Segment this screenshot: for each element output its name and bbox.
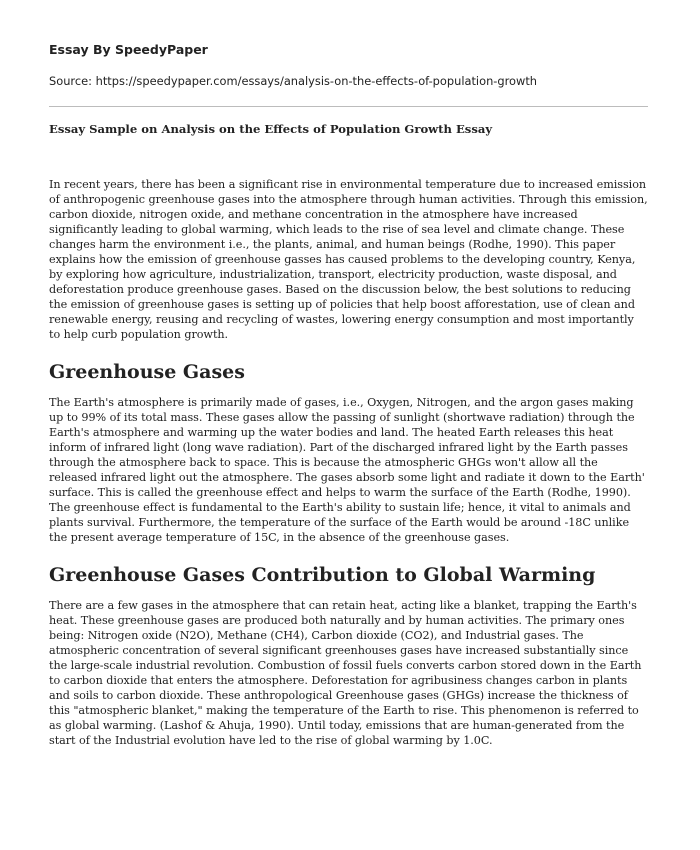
essay-title: Essay Sample on Analysis on the Effects of Population Growth Essay <box>49 122 493 136</box>
header-divider <box>49 106 648 107</box>
source-url[interactable]: https://speedypaper.com/essays/analysis-on-the-effects-of-population-growth <box>95 74 538 88</box>
section-body-greenhouse-gases: The Earth's atmosphere is primarily made of gases, i.e., Oxygen, Nitrogen, and the argon gases making up to 99% of its total mass. These gases allow the passing of sunlight (shortwave radiation) through the Earth's atmosphere and warming up the water bodies and land. The heated Earth releases this heat inform of infrared light (long wave radiation). Part of the discharged infrared light by the Earth passes through the atmosphere back to space. This is because the atmospheric GHGs won't allow all the released infrared light out the atmosphere. The gases absorb some light and radiate it down to the Earth' surface. This is called the greenhouse effect and helps to warm the surface of the Earth (Rodhe, 1990). The greenhouse effect is fundamental to the Earth's ability to sustain life; hence, it vital to animals and plants survival. Furthermore, the temperature of the surface of the Earth would be around -18C unlike the present average temperature of 15C, in the absence of the greenhouse gases. <box>49 396 645 544</box>
site-title: Essay By SpeedyPaper <box>49 42 208 57</box>
source-label: Source: <box>49 74 96 88</box>
source-line <box>49 73 648 89</box>
section-body-global-warming: There are a few gases in the atmosphere that can retain heat, acting like a blanket, trapping the Earth's heat. These greenhouse gases are produced both naturally and by human activities. The primary ones being: Nitrogen oxide (N2O), Methane (CH4), Carbon dioxide (CO2), and Industrial gases. The atmospheric concentration of several significant greenhouses gases have increased substantially since the large-scale industrial revolution. Combustion of fossil fuels converts carbon stored down in the Earth to carbon dioxide that enters the atmosphere. Deforestation for agribusiness changes carbon in plants and soils to carbon dioxide. These anthropological Greenhouse gases (GHGs) increase the thickness of this "atmospheric blanket," making the temperature of the Earth to rise. This phenomenon is referred to as global warming. (Lashof & Ahuja, 1990). Until today, emissions that are human-generated from the start of the Industrial evolution have led to the rise of global warming by 1.0C. <box>49 599 642 747</box>
section-heading-greenhouse-gases: Greenhouse Gases <box>49 361 245 383</box>
section-heading-global-warming: Greenhouse Gases Contribution to Global Warming <box>49 564 596 586</box>
intro-paragraph: In recent years, there has been a significant rise in environmental temperature due to increased emission of anthropogenic greenhouse gases into the atmosphere through human activities. Through this emission, carbon dioxide, nitrogen oxide, and methane concentration in the atmosphere have increased significantly leading to global warming, which leads to the rise of sea level and climate change. These changes harm the environment i.e., the plants, animal, and human beings (Rodhe, 1990). This paper explains how the emission of greenhouse gasses has caused problems to the developing country, Kenya, by exploring how agriculture, industrialization, transport, electricity production, waste disposal, and deforestation produce greenhouse gases. Based on the discussion below, the best solutions to reducing the emission of greenhouse gases is setting up of policies that help boost afforestation, use of clean and renewable energy, reusing and recycling of wastes, lowering energy consumption and most importantly to help curb population growth. <box>49 178 648 341</box>
